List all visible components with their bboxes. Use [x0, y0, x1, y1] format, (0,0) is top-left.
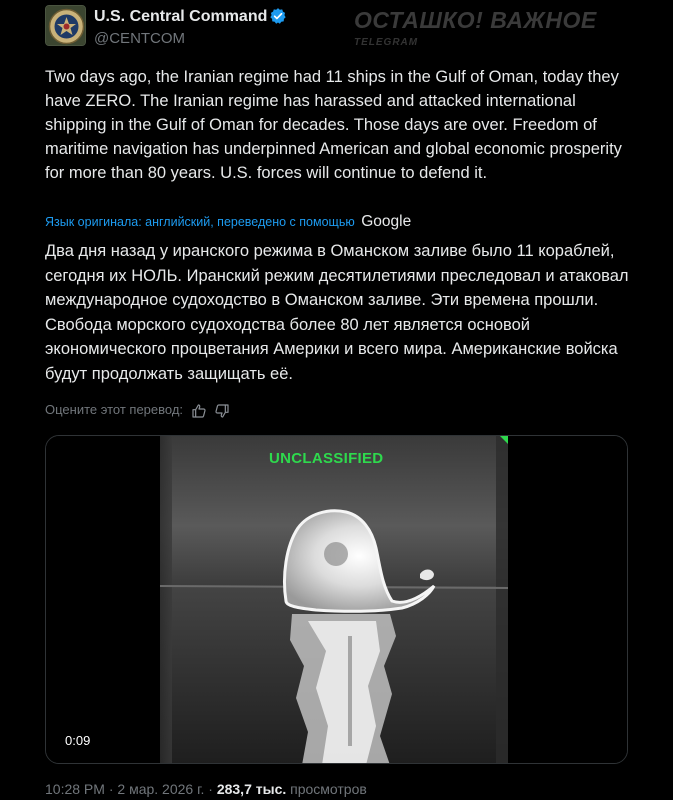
- tweet-text: Two days ago, the Iranian regime had 11 ships in the Gulf of Oman, today they have ZERO. The Iranian regime has harassed and attacked international shipping in the Gulf of Oman for decades. Those days are over. Freedom of maritime navigation has underpinned American and global economic prosperity for more than 80 years. U.S. forces will continue to defend it.: [45, 68, 622, 182]
- translated-text: Два дня назад у иранского режима в Оманском заливе было 11 кораблей, сегодня их НОЛЬ. Иранский режим десятилетиями преследовал и атаковал международное судоходство в Оманском заливе. Эти времена прошли. Свобода морского судоходства более 80 лет является основой экономического процветания Америки и всего мира. Американские войска будут продолжать защищать её.: [45, 242, 629, 383]
- meta-separator: ·: [208, 781, 213, 797]
- tweet-header: [45, 5, 645, 47]
- video-frame: [46, 436, 628, 764]
- rate-translation-label: Оцените этот перевод:: [45, 402, 184, 417]
- centcom-seal-icon: [46, 6, 86, 46]
- video-player[interactable]: [45, 435, 628, 764]
- thumbs-down-icon[interactable]: [214, 403, 230, 419]
- avatar[interactable]: [45, 5, 86, 46]
- author-name[interactable]: U.S. Central Command: [94, 8, 268, 25]
- tweet-meta: [45, 781, 645, 797]
- views-label: просмотров: [290, 781, 367, 797]
- translation-note-label[interactable]: Язык оригинала: английский, переведено с помощью: [45, 215, 355, 229]
- video-duration: 0:09: [59, 729, 96, 753]
- rate-translation: [45, 402, 345, 422]
- thumbs-up-icon[interactable]: [191, 403, 207, 419]
- watermark-subtitle: TELEGRAM: [354, 37, 419, 48]
- translation-provider: Google: [361, 213, 412, 230]
- tweet-date[interactable]: 2 мар. 2026 г.: [117, 781, 205, 797]
- tweet-time[interactable]: 10:28 PM: [45, 781, 105, 797]
- translation-note: [45, 213, 465, 231]
- views-count: 283,7 тыс.: [216, 781, 287, 797]
- meta-separator: ·: [108, 781, 114, 797]
- author-handle[interactable]: @CENTCOM: [94, 30, 186, 47]
- verified-badge-icon: [269, 7, 287, 25]
- classification-overlay: UNCLASSIFIED: [269, 450, 384, 467]
- channel-watermark: [354, 7, 614, 48]
- watermark-title: ОСТАШКО! ВАЖНОЕ: [354, 7, 597, 33]
